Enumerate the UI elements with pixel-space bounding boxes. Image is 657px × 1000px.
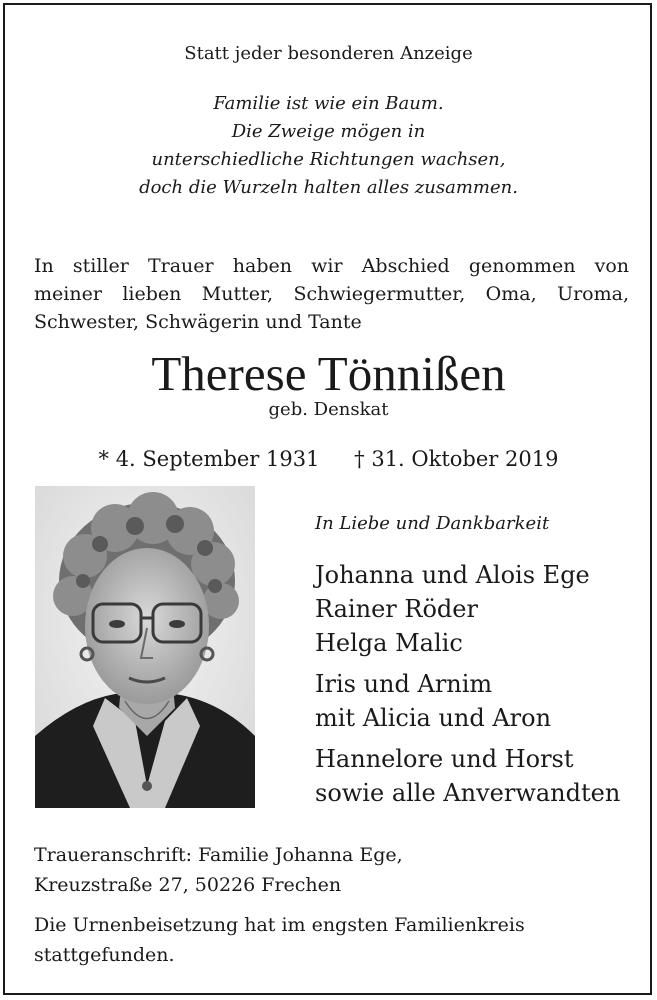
portrait-photo [35, 486, 255, 808]
mourner-name: sowie alle Anverwandten [315, 779, 621, 807]
life-dates [0, 444, 657, 474]
mourner-name: Helga Malic [315, 629, 463, 657]
poem [0, 90, 657, 202]
burial-line: stattgefunden. [34, 944, 175, 966]
mourner-name: mit Alicia und Aron [315, 704, 552, 732]
poem-line: unterschiedliche Richtungen wachsen, [151, 149, 506, 170]
intro-text [34, 252, 629, 336]
deceased-name: Therese Tönnißen [151, 346, 506, 401]
burial-note [34, 910, 525, 970]
mourner-group [315, 667, 645, 735]
intro-line: Schwester, Schwägerin und Tante [34, 311, 362, 333]
poem-line: Die Zweige mögen in [231, 121, 426, 142]
intro-line: meiner lieben Mutter, Schwiegermutter, Oma, Uroma, [34, 283, 629, 305]
mourner-group [315, 742, 645, 810]
mourner-group [315, 558, 645, 660]
mourner-name: Iris und Arnim [315, 670, 493, 698]
poem-line: doch die Wurzeln halten alles zusammen. [139, 177, 518, 198]
mourning-address [34, 840, 403, 900]
maiden-name: geb. Denskat [268, 399, 389, 420]
mourner-name: Hannelore und Horst [315, 745, 574, 773]
mourners-block [315, 510, 645, 817]
address-line: Kreuzstraße 27, 50226 Frechen [34, 874, 342, 896]
mourner-name: Rainer Röder [315, 595, 478, 623]
dedication: In Liebe und Dankbarkeit [315, 513, 550, 534]
birth-date: * 4. September 1931 [98, 447, 320, 471]
address-line: Traueranschrift: Familie Johanna Ege, [34, 844, 403, 866]
notice-header: Statt jeder besonderen Anzeige [184, 43, 473, 64]
mourner-name: Johanna und Alois Ege [315, 561, 590, 589]
death-date: † 31. Oktober 2019 [354, 447, 559, 471]
intro-line: In stiller Trauer haben wir Abschied genommen von [34, 255, 629, 277]
portrait-image [35, 486, 255, 808]
poem-line: Familie ist wie ein Baum. [213, 93, 444, 114]
burial-line: Die Urnenbeisetzung hat im engsten Familienkreis [34, 914, 525, 936]
